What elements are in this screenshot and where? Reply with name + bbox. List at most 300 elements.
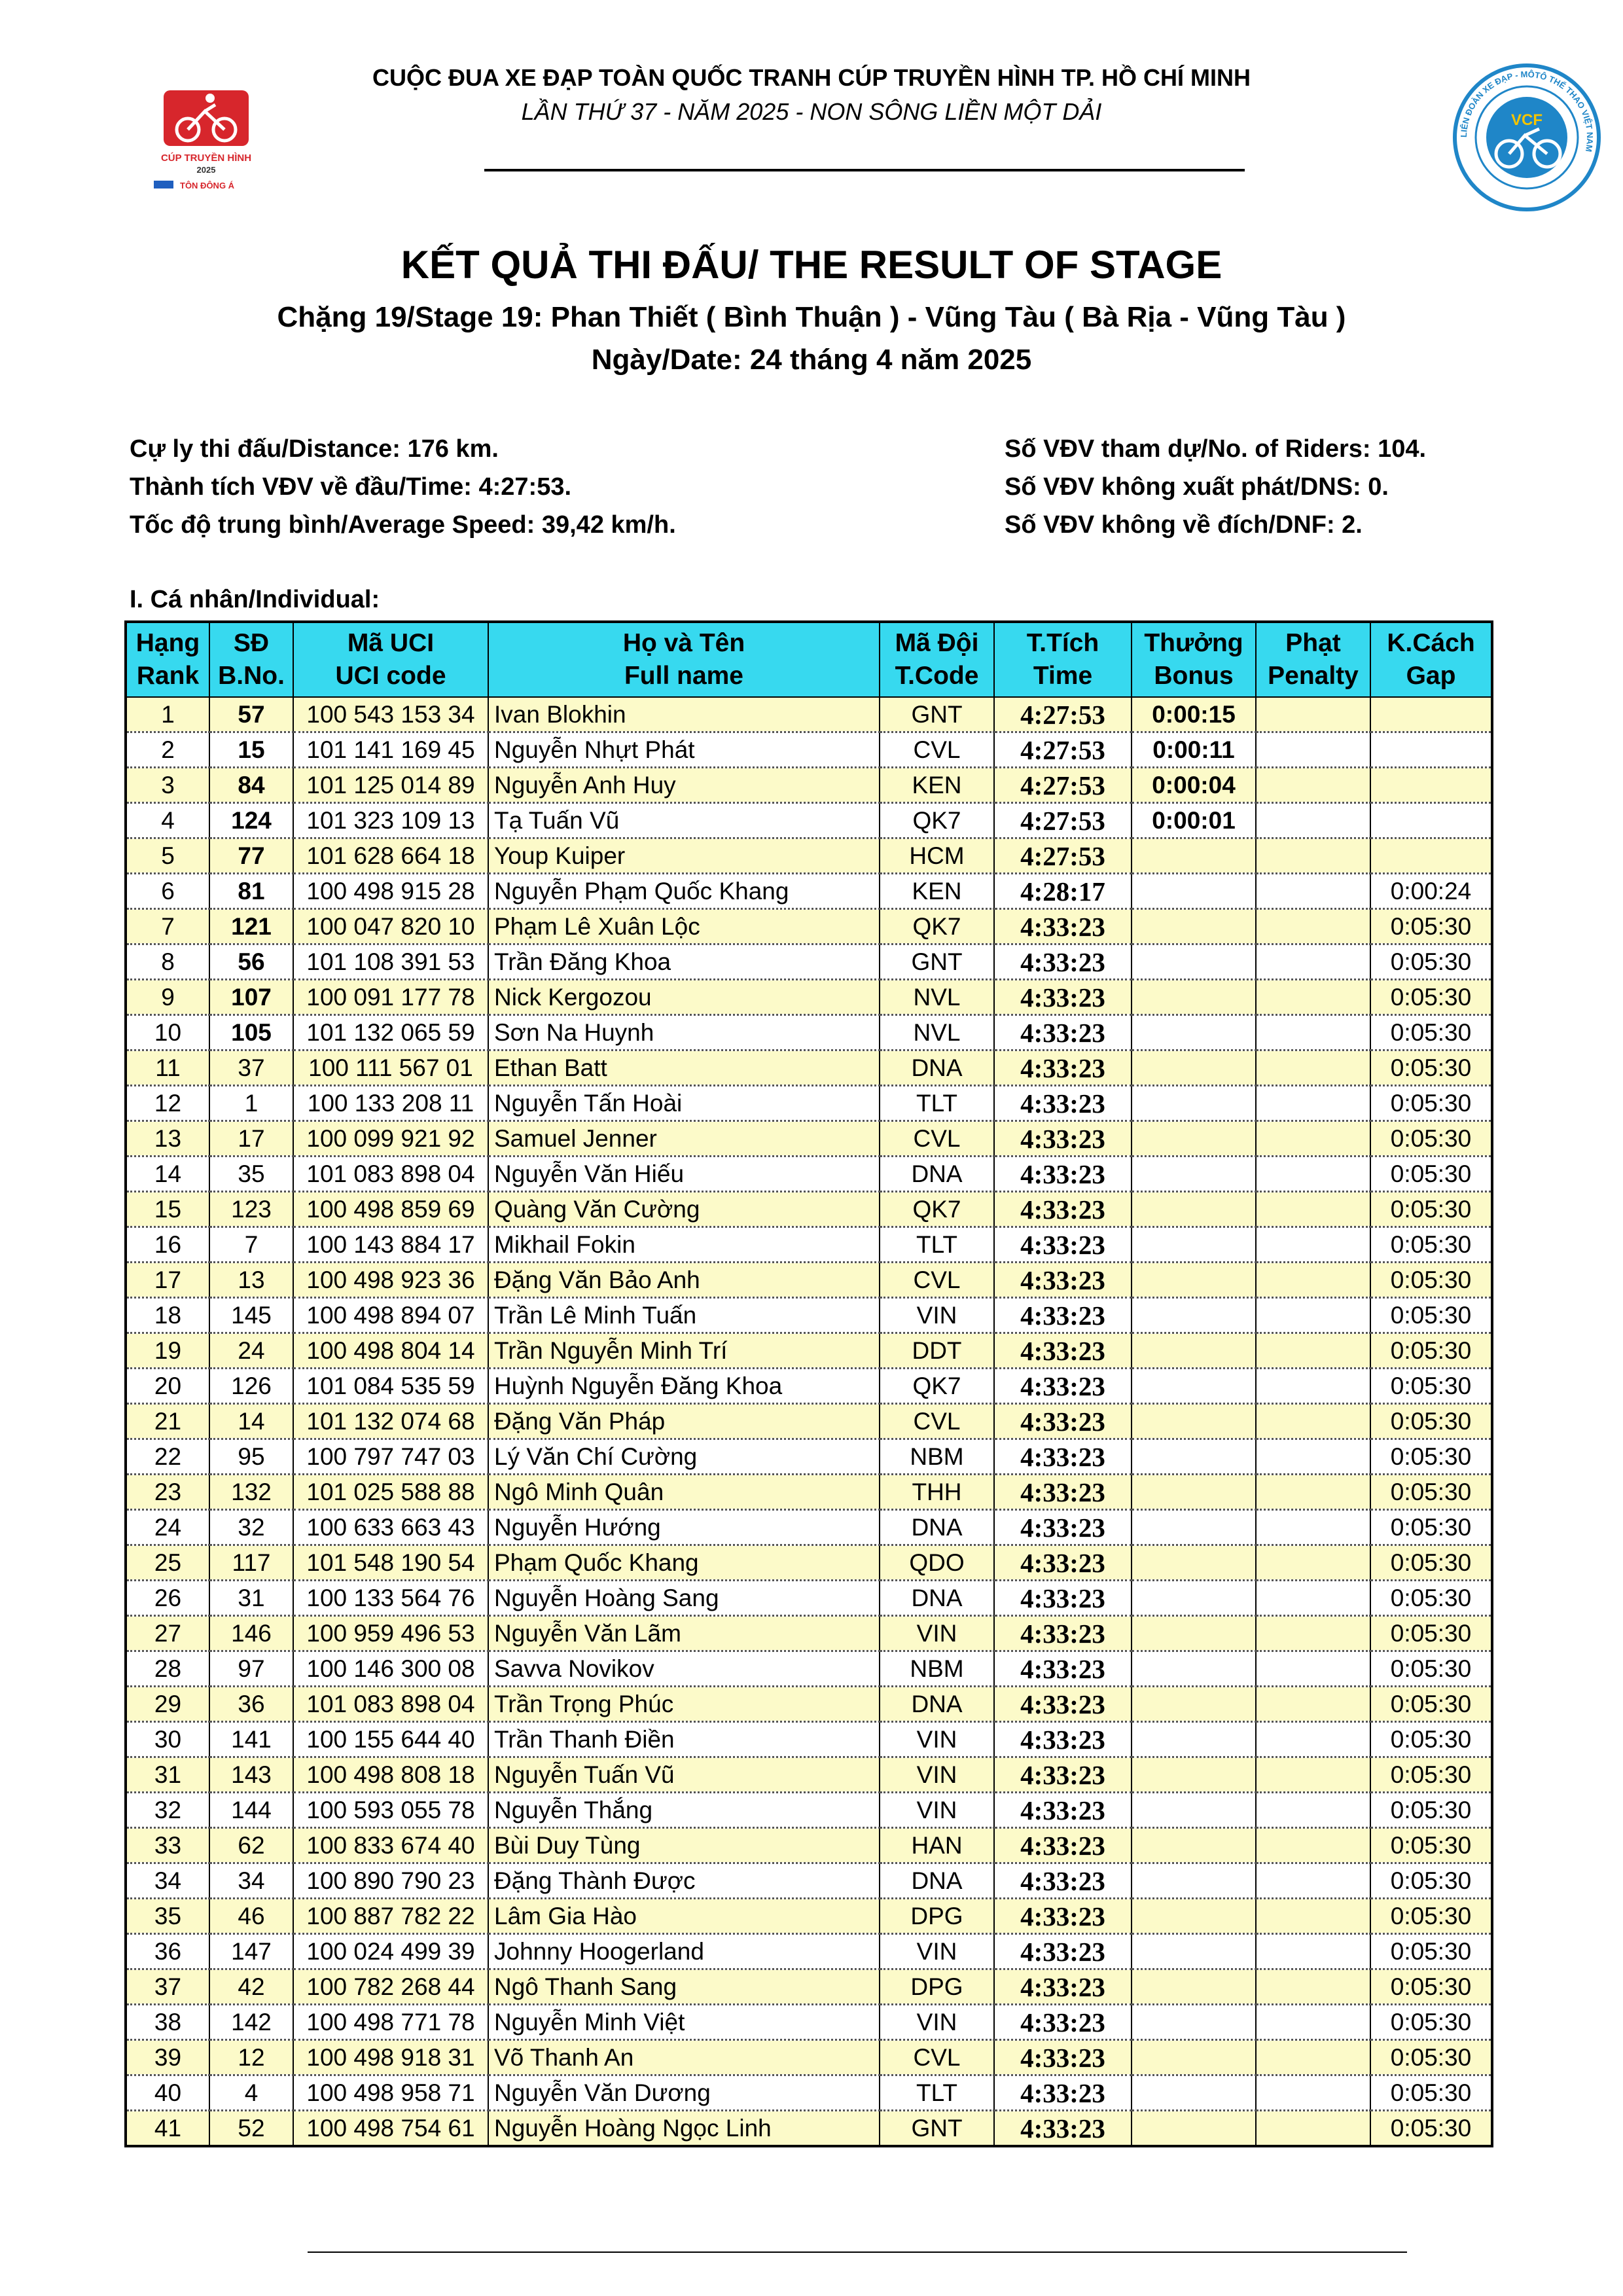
cell-bonus	[1132, 1581, 1256, 1616]
page-title: KẾT QUẢ THI ĐẤU/ THE RESULT OF STAGE	[401, 243, 1222, 287]
cell-time: 4:33:23	[994, 1828, 1132, 1863]
cell-bno: 31	[209, 1581, 293, 1616]
cell-bno: 4	[209, 2075, 293, 2111]
cell-bonus	[1132, 1333, 1256, 1369]
cell-time: 4:33:23	[994, 1793, 1132, 1828]
cell-bno: 14	[209, 1404, 293, 1439]
table-row	[126, 1651, 1492, 1687]
cell-gap: 0:05:30	[1370, 1793, 1492, 1828]
cell-uci: 101 083 898 04	[293, 1687, 488, 1722]
cell-time: 4:28:17	[994, 874, 1132, 909]
table-body	[126, 697, 1492, 2146]
cell-gap: 0:05:30	[1370, 1651, 1492, 1687]
cell-bonus: 0:00:15	[1132, 697, 1256, 732]
table-row	[126, 697, 1492, 732]
cell-rank: 30	[126, 1722, 209, 1757]
cell-bno: 56	[209, 944, 293, 980]
cell-penalty	[1256, 2005, 1370, 2040]
cell-time: 4:33:23	[994, 1475, 1132, 1510]
cell-gap	[1370, 803, 1492, 838]
cell-rank: 8	[126, 944, 209, 980]
cell-rank: 3	[126, 768, 209, 803]
table-row	[126, 1863, 1492, 1899]
table-row	[126, 1298, 1492, 1333]
cell-bonus	[1132, 1050, 1256, 1086]
table-row	[126, 980, 1492, 1015]
table-row	[126, 1969, 1492, 2005]
cell-name: Ethan Batt	[488, 1050, 880, 1086]
cell-uci: 100 024 499 39	[293, 1934, 488, 1969]
cell-bno: 15	[209, 732, 293, 768]
table-row	[126, 2075, 1492, 2111]
info-average-speed: Tốc độ trung bình/Average Speed: 39,42 km/h.	[130, 511, 676, 539]
table-row	[126, 1581, 1492, 1616]
column-header-vi: Hạng	[135, 629, 200, 657]
cell-uci: 101 083 898 04	[293, 1157, 488, 1192]
cell-team: TLT	[880, 1227, 994, 1263]
cell-rank: 28	[126, 1651, 209, 1687]
cell-gap: 0:05:30	[1370, 1086, 1492, 1121]
cell-bno: 13	[209, 1263, 293, 1298]
table-row	[126, 909, 1492, 944]
cell-bonus	[1132, 2075, 1256, 2111]
cell-gap: 0:05:30	[1370, 1015, 1492, 1050]
cell-name: Savva Novikov	[488, 1651, 880, 1687]
cell-gap: 0:05:30	[1370, 2040, 1492, 2075]
cell-time: 4:27:53	[994, 838, 1132, 874]
cell-bno: 146	[209, 1616, 293, 1651]
cell-gap: 0:05:30	[1370, 1333, 1492, 1369]
column-header-vi: T.Tích	[1026, 629, 1099, 657]
cell-time: 4:33:23	[994, 1227, 1132, 1263]
cell-bonus	[1132, 1687, 1256, 1722]
cell-time: 4:33:23	[994, 1086, 1132, 1121]
cell-uci: 100 155 644 40	[293, 1722, 488, 1757]
cell-time: 4:33:23	[994, 980, 1132, 1015]
cell-penalty	[1256, 1298, 1370, 1333]
cell-team: TLT	[880, 1086, 994, 1121]
cell-team: KEN	[880, 768, 994, 803]
cell-gap: 0:05:30	[1370, 1581, 1492, 1616]
cell-uci: 100 146 300 08	[293, 1651, 488, 1687]
cell-bno: 12	[209, 2040, 293, 2075]
cell-rank: 39	[126, 2040, 209, 2075]
cell-rank: 2	[126, 732, 209, 768]
cell-name: Trần Trọng Phúc	[488, 1687, 880, 1722]
cell-rank: 27	[126, 1616, 209, 1651]
cell-time: 4:33:23	[994, 2111, 1132, 2147]
cell-bonus	[1132, 1899, 1256, 1934]
cell-rank: 20	[126, 1369, 209, 1404]
cell-time: 4:33:23	[994, 1651, 1132, 1687]
cell-penalty	[1256, 838, 1370, 874]
table-header-row	[126, 622, 1492, 697]
table-row	[126, 1157, 1492, 1192]
cell-uci: 100 498 859 69	[293, 1192, 488, 1227]
cell-gap: 0:05:30	[1370, 1616, 1492, 1651]
cell-bonus	[1132, 1828, 1256, 1863]
cell-rank: 14	[126, 1157, 209, 1192]
cell-uci: 100 498 894 07	[293, 1298, 488, 1333]
cell-team: QK7	[880, 1369, 994, 1404]
cell-uci: 100 633 663 43	[293, 1510, 488, 1545]
cell-rank: 18	[126, 1298, 209, 1333]
cell-uci: 101 125 014 89	[293, 768, 488, 803]
cell-penalty	[1256, 1581, 1370, 1616]
cell-gap: 0:05:30	[1370, 1899, 1492, 1934]
column-header-en: Rank	[136, 662, 200, 690]
cell-time: 4:33:23	[994, 1969, 1132, 2005]
table-row	[126, 1050, 1492, 1086]
cell-team: VIN	[880, 1298, 994, 1333]
cell-bonus	[1132, 1510, 1256, 1545]
cell-uci: 100 498 958 71	[293, 2075, 488, 2111]
cell-gap: 0:05:30	[1370, 1157, 1492, 1192]
cell-uci: 100 498 754 61	[293, 2111, 488, 2147]
cell-gap: 0:05:30	[1370, 2075, 1492, 2111]
cell-penalty	[1256, 1899, 1370, 1934]
cell-penalty	[1256, 1227, 1370, 1263]
cell-uci: 100 091 177 78	[293, 980, 488, 1015]
cell-time: 4:33:23	[994, 944, 1132, 980]
cell-uci: 101 084 535 59	[293, 1369, 488, 1404]
cell-bno: 17	[209, 1121, 293, 1157]
column-header-name	[488, 622, 880, 697]
cell-bno: 144	[209, 1793, 293, 1828]
table-row	[126, 1369, 1492, 1404]
cell-gap: 0:05:30	[1370, 909, 1492, 944]
info-dns: Số VĐV không xuất phát/DNS: 0.	[1005, 473, 1389, 501]
cell-uci: 100 498 923 36	[293, 1263, 488, 1298]
cell-team: DNA	[880, 1050, 994, 1086]
table-row	[126, 838, 1492, 874]
cell-penalty	[1256, 874, 1370, 909]
cell-time: 4:27:53	[994, 768, 1132, 803]
cell-team: TLT	[880, 2075, 994, 2111]
cell-uci: 100 133 564 76	[293, 1581, 488, 1616]
cell-team: CVL	[880, 732, 994, 768]
cell-uci: 100 498 918 31	[293, 2040, 488, 2075]
cell-rank: 24	[126, 1510, 209, 1545]
column-header-vi: Thưởng	[1144, 629, 1243, 657]
cell-bno: 84	[209, 768, 293, 803]
cell-bno: 143	[209, 1757, 293, 1793]
cell-team: DNA	[880, 1687, 994, 1722]
cell-team: HAN	[880, 1828, 994, 1863]
cell-gap: 0:05:30	[1370, 2111, 1492, 2147]
cell-time: 4:27:53	[994, 732, 1132, 768]
cell-penalty	[1256, 1722, 1370, 1757]
cell-rank: 10	[126, 1015, 209, 1050]
cell-name: Bùi Duy Tùng	[488, 1828, 880, 1863]
column-header-en: Gap	[1406, 662, 1456, 690]
cell-name: Nguyễn Tấn Hoài	[488, 1086, 880, 1121]
cell-gap: 0:05:30	[1370, 1722, 1492, 1757]
logo-right-ring-text: LIÊN ĐOÀN XE ĐẠP - MÔTÔ THỂ THAO VIỆT NAM	[1458, 69, 1596, 153]
cell-bno: 142	[209, 2005, 293, 2040]
cell-penalty	[1256, 1263, 1370, 1298]
cell-bno: 32	[209, 1510, 293, 1545]
cell-penalty	[1256, 1757, 1370, 1793]
logo-right-text: VCF	[1511, 111, 1543, 129]
cell-name: Nguyễn Anh Huy	[488, 768, 880, 803]
cell-bno: 24	[209, 1333, 293, 1369]
cell-time: 4:33:23	[994, 1722, 1132, 1757]
cell-rank: 13	[126, 1121, 209, 1157]
cell-gap: 0:05:30	[1370, 1369, 1492, 1404]
column-header-en: UCI code	[335, 662, 446, 690]
cell-rank: 1	[126, 697, 209, 732]
cell-bno: 117	[209, 1545, 293, 1581]
cell-name: Youp Kuiper	[488, 838, 880, 874]
table-row	[126, 1899, 1492, 1934]
cell-rank: 7	[126, 909, 209, 944]
table-row	[126, 1722, 1492, 1757]
cell-uci: 100 111 567 01	[293, 1050, 488, 1086]
cell-time: 4:33:23	[994, 1439, 1132, 1475]
footer-rule	[308, 2251, 1407, 2253]
cell-name: Trần Nguyễn Minh Trí	[488, 1333, 880, 1369]
cell-rank: 23	[126, 1475, 209, 1510]
cell-name: Nguyễn Văn Dương	[488, 2075, 880, 2111]
cell-bno: 35	[209, 1157, 293, 1192]
cell-bno: 77	[209, 838, 293, 874]
cell-team: QK7	[880, 1192, 994, 1227]
cell-penalty	[1256, 732, 1370, 768]
cell-name: Nick Kergozou	[488, 980, 880, 1015]
cell-gap: 0:05:30	[1370, 1298, 1492, 1333]
logo-left-year: 2025	[196, 165, 216, 175]
cell-bonus	[1132, 944, 1256, 980]
cell-team: NVL	[880, 980, 994, 1015]
cell-gap: 0:05:30	[1370, 1263, 1492, 1298]
cell-name: Trần Thanh Điền	[488, 1722, 880, 1757]
cell-team: VIN	[880, 2005, 994, 2040]
cell-gap	[1370, 838, 1492, 874]
cell-uci: 100 498 808 18	[293, 1757, 488, 1793]
cell-rank: 19	[126, 1333, 209, 1369]
cell-team: VIN	[880, 1616, 994, 1651]
column-header-bno	[209, 622, 293, 697]
cell-uci: 100 593 055 78	[293, 1793, 488, 1828]
cell-bonus	[1132, 1722, 1256, 1757]
info-riders-count: Số VĐV tham dự/No. of Riders: 104.	[1005, 435, 1427, 463]
logo-left-text: CÚP TRUYỀN HÌNH	[160, 152, 252, 164]
cell-rank: 5	[126, 838, 209, 874]
column-header-rank	[126, 622, 209, 697]
column-header-vi: SĐ	[233, 629, 270, 657]
cell-penalty	[1256, 1121, 1370, 1157]
cell-name: Huỳnh Nguyễn Đăng Khoa	[488, 1369, 880, 1404]
column-header-bonus	[1132, 622, 1256, 697]
cell-name: Lý Văn Chí Cường	[488, 1439, 880, 1475]
cell-gap: 0:05:30	[1370, 1475, 1492, 1510]
column-header-vi: Họ và Tên	[622, 629, 745, 657]
cell-name: Mikhail Fokin	[488, 1227, 880, 1263]
cell-penalty	[1256, 1510, 1370, 1545]
cell-bonus	[1132, 2111, 1256, 2147]
cell-bno: 105	[209, 1015, 293, 1050]
cell-bonus	[1132, 1263, 1256, 1298]
cell-team: VIN	[880, 1793, 994, 1828]
cell-bno: 7	[209, 1227, 293, 1263]
cell-uci: 101 323 109 13	[293, 803, 488, 838]
cell-bonus: 0:00:04	[1132, 768, 1256, 803]
cell-penalty	[1256, 1157, 1370, 1192]
cell-uci: 100 099 921 92	[293, 1121, 488, 1157]
cell-rank: 25	[126, 1545, 209, 1581]
cell-bonus	[1132, 1157, 1256, 1192]
cell-uci: 101 025 588 88	[293, 1475, 488, 1510]
cell-penalty	[1256, 2040, 1370, 2075]
cell-gap: 0:05:30	[1370, 1192, 1492, 1227]
column-header-vi: Mã Đội	[895, 629, 979, 657]
table-row	[126, 1934, 1492, 1969]
cell-rank: 16	[126, 1227, 209, 1263]
column-header-en: Full name	[624, 662, 744, 690]
cell-rank: 6	[126, 874, 209, 909]
cell-time: 4:33:23	[994, 1263, 1132, 1298]
cell-team: CVL	[880, 1263, 994, 1298]
table-row	[126, 803, 1492, 838]
cell-uci: 101 628 664 18	[293, 838, 488, 874]
cell-team: QK7	[880, 909, 994, 944]
cell-penalty	[1256, 1475, 1370, 1510]
cell-team: VIN	[880, 1934, 994, 1969]
cell-name: Samuel Jenner	[488, 1121, 880, 1157]
column-header-vi: Mã UCI	[347, 629, 435, 657]
cell-time: 4:33:23	[994, 1050, 1132, 1086]
cell-team: NVL	[880, 1015, 994, 1050]
cell-time: 4:27:53	[994, 697, 1132, 732]
cell-rank: 31	[126, 1757, 209, 1793]
cell-team: NBM	[880, 1651, 994, 1687]
cell-bno: 132	[209, 1475, 293, 1510]
cell-bonus	[1132, 838, 1256, 874]
cell-gap: 0:05:30	[1370, 1828, 1492, 1863]
cell-bno: 36	[209, 1687, 293, 1722]
column-header-en: Penalty	[1268, 662, 1359, 690]
cell-penalty	[1256, 2111, 1370, 2147]
column-header-penalty	[1256, 622, 1370, 697]
stage-subtitle: Chặng 19/Stage 19: Phan Thiết ( Bình Thuận ) - Vũng Tàu ( Bà Rịa - Vũng Tàu )	[277, 301, 1346, 333]
cell-rank: 15	[126, 1192, 209, 1227]
table-row	[126, 1333, 1492, 1369]
cell-bonus	[1132, 1969, 1256, 2005]
cell-uci: 101 141 169 45	[293, 732, 488, 768]
cell-bonus	[1132, 980, 1256, 1015]
cell-name: Nguyễn Minh Việt	[488, 2005, 880, 2040]
cell-gap: 0:05:30	[1370, 1439, 1492, 1475]
cell-rank: 11	[126, 1050, 209, 1086]
table-row	[126, 1015, 1492, 1050]
cell-rank: 33	[126, 1828, 209, 1863]
table-row	[126, 1263, 1492, 1298]
cell-penalty	[1256, 1793, 1370, 1828]
column-header-vi: Phạt	[1285, 629, 1341, 657]
cell-rank: 17	[126, 1263, 209, 1298]
cell-rank: 22	[126, 1439, 209, 1475]
cell-bonus	[1132, 1227, 1256, 1263]
cell-penalty	[1256, 1086, 1370, 1121]
table-row	[126, 874, 1492, 909]
cell-gap: 0:05:30	[1370, 1687, 1492, 1722]
table-row	[126, 1192, 1492, 1227]
cell-uci: 101 108 391 53	[293, 944, 488, 980]
cell-rank: 12	[126, 1086, 209, 1121]
cell-gap: 0:05:30	[1370, 1863, 1492, 1899]
table-row	[126, 1545, 1492, 1581]
cell-bonus	[1132, 1475, 1256, 1510]
cell-penalty	[1256, 980, 1370, 1015]
cell-penalty	[1256, 1828, 1370, 1863]
header-rule	[484, 169, 1245, 171]
cell-gap: 0:05:30	[1370, 1404, 1492, 1439]
cell-name: Nguyễn Hướng	[488, 1510, 880, 1545]
cell-team: GNT	[880, 2111, 994, 2147]
cell-penalty	[1256, 1404, 1370, 1439]
logo-left-sponsor: TÔN ĐÔNG Á	[180, 181, 235, 190]
cell-gap	[1370, 732, 1492, 768]
cell-uci: 100 782 268 44	[293, 1969, 488, 2005]
cell-bno: 57	[209, 697, 293, 732]
cell-bno: 1	[209, 1086, 293, 1121]
cell-name: Nguyễn Văn Hiếu	[488, 1157, 880, 1192]
cell-uci: 101 132 065 59	[293, 1015, 488, 1050]
cell-penalty	[1256, 1050, 1370, 1086]
cell-penalty	[1256, 1616, 1370, 1651]
results-table	[124, 620, 1493, 2147]
cell-uci: 100 833 674 40	[293, 1828, 488, 1863]
header-line2: LẦN THỨ 37 - NĂM 2025 - NON SÔNG LIỀN MỘT DẢI	[521, 98, 1102, 125]
cell-rank: 37	[126, 1969, 209, 2005]
cell-bno: 62	[209, 1828, 293, 1863]
table-row	[126, 1086, 1492, 1121]
cell-gap	[1370, 768, 1492, 803]
cell-bno: 46	[209, 1899, 293, 1934]
cell-time: 4:33:23	[994, 1545, 1132, 1581]
cell-penalty	[1256, 1333, 1370, 1369]
column-header-gap	[1370, 622, 1492, 697]
cell-name: Nguyễn Nhựt Phát	[488, 732, 880, 768]
cell-bonus	[1132, 874, 1256, 909]
cell-penalty	[1256, 944, 1370, 980]
cell-gap: 0:05:30	[1370, 944, 1492, 980]
cell-team: CVL	[880, 1121, 994, 1157]
cell-bno: 97	[209, 1651, 293, 1687]
table-row	[126, 1793, 1492, 1828]
cell-gap: 0:05:30	[1370, 1510, 1492, 1545]
cell-team: DPG	[880, 1899, 994, 1934]
cell-rank: 38	[126, 2005, 209, 2040]
cell-penalty	[1256, 1439, 1370, 1475]
cell-uci: 101 132 074 68	[293, 1404, 488, 1439]
cell-name: Johnny Hoogerland	[488, 1934, 880, 1969]
cell-time: 4:33:23	[994, 1757, 1132, 1793]
cell-rank: 36	[126, 1934, 209, 1969]
cell-gap: 0:05:30	[1370, 1121, 1492, 1157]
cell-time: 4:33:23	[994, 1510, 1132, 1545]
cell-time: 4:33:23	[994, 1157, 1132, 1192]
cell-bonus: 0:00:11	[1132, 732, 1256, 768]
cell-bonus	[1132, 2005, 1256, 2040]
cell-bno: 107	[209, 980, 293, 1015]
table-row	[126, 1828, 1492, 1863]
cell-team: VIN	[880, 1722, 994, 1757]
info-winner-time: Thành tích VĐV về đầu/Time: 4:27:53.	[130, 473, 572, 501]
cell-rank: 9	[126, 980, 209, 1015]
cell-bno: 34	[209, 1863, 293, 1899]
